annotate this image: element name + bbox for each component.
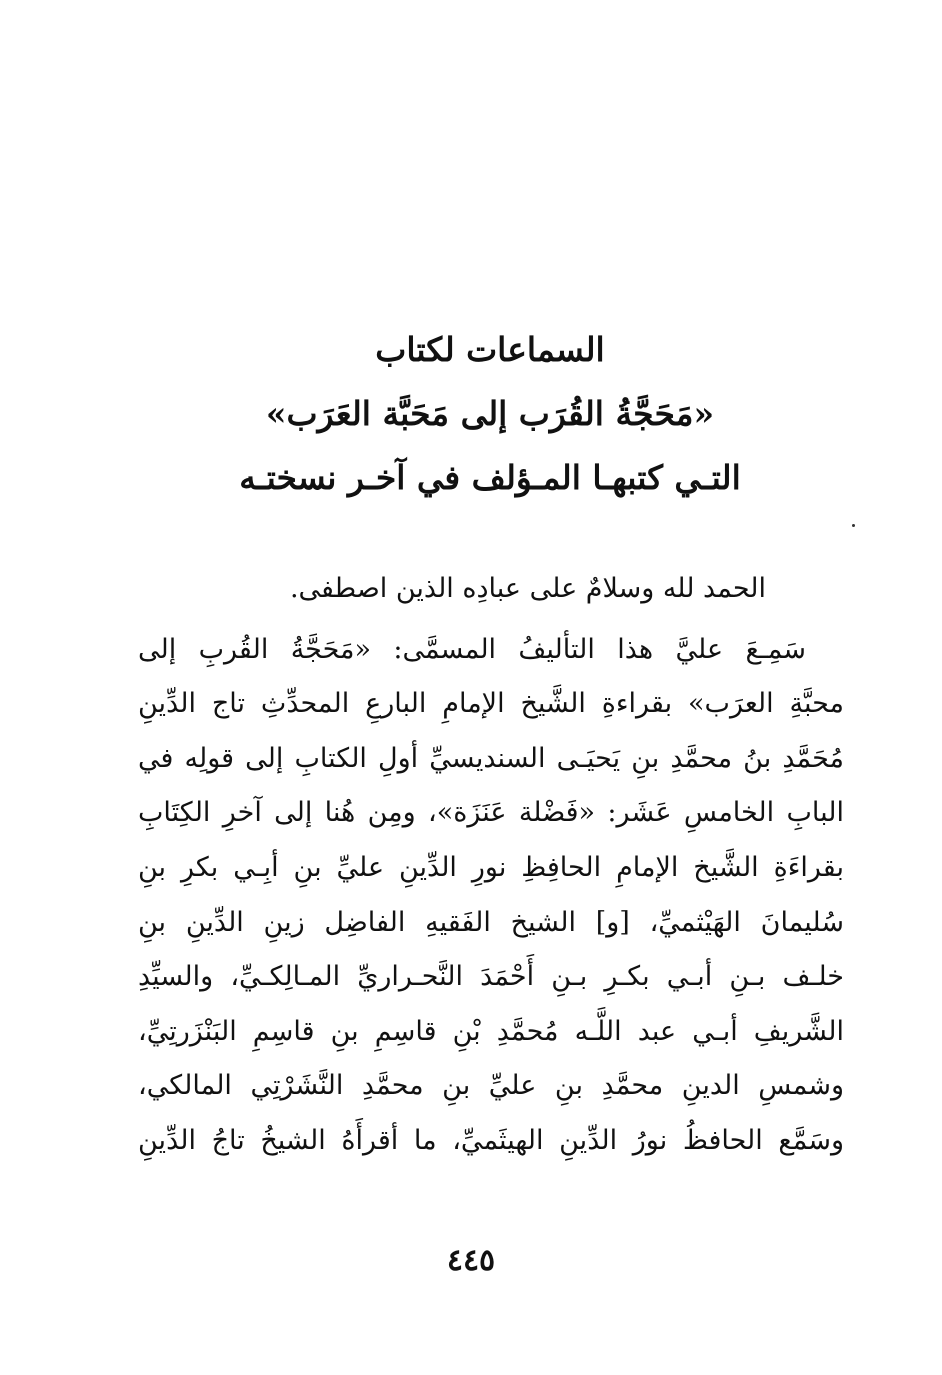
heading-line-1: السماعات لكتاب <box>375 330 605 369</box>
text-line: خلـف بـنِ أبـي بكـرِ بـنِ أَحْمَدَ النَّحـراريِّ المـالِكـيِّ، والسيِّدِ <box>138 961 844 993</box>
heading-line-3: التـي كتبهـا المـؤلف في آخـر نسختـه <box>239 458 741 497</box>
text-line: بقراءَةِ الشَّيخ الإمامِ الحافِظِ نورِ الدِّينِ عليِّ بنِ أبِـي بكرِ بنِ <box>138 851 844 883</box>
text-line: محبَّةِ العرَب» بقراءةِ الشَّيخ الإمامِ البارعِ المحدِّثِ تاج الدِّينِ <box>138 688 844 720</box>
text-line: سُليمانَ الهَيْثميِّ، [و] الشيخ الفَقيهِ الفاضِل زينِ الدِّينِ بنِ <box>138 906 844 938</box>
opening-line: الحمد لله وسلامٌ على عبادِه الذين اصطفى. <box>289 573 766 604</box>
text-line: مُحَمَّدِ بنُ محمَّدِ بنِ يَحيَـى السنديسيِّ أولِ الكتابِ إلى قولِه في <box>138 742 844 774</box>
section-heading <box>120 318 860 510</box>
page-number: ٤٤٥ <box>446 1243 496 1278</box>
main-paragraph <box>138 623 844 1169</box>
text-line: البابِ الخامسِ عَشَر: «فَضْلة عَنَزَة»، ومِن هُنا إلى آخرِ الكِتَابِ <box>138 797 844 829</box>
heading-line-2: «مَحَجَّةُ القُرَب إلى مَحَبَّة العَرَب» <box>265 394 715 433</box>
scan-speck <box>852 524 855 527</box>
text-line: الشَّريفِ أبـي عبد اللَّـه مُحمَّدِ بْنِ قاسِمِ بنِ قاسِمِ البَنْزَرتِيِّ، <box>138 1015 844 1047</box>
text-line: وسَمَّع الحافظُ نورُ الدِّينِ الهيثَميِّ، ما أقرأَهُ الشيخُ تاجُ الدِّينِ <box>138 1124 844 1156</box>
text-line: سَمِـعَ عليَّ هذا التأليفُ المسمَّى: «مَحَجَّةُ القُربِ إلى <box>138 633 806 665</box>
text-line: وشمسِ الدينِ محمَّدِ بنِ عليِّ بنِ محمَّدِ النَّشَرْتِي المالكي، <box>138 1070 844 1102</box>
body-text <box>138 562 844 1169</box>
